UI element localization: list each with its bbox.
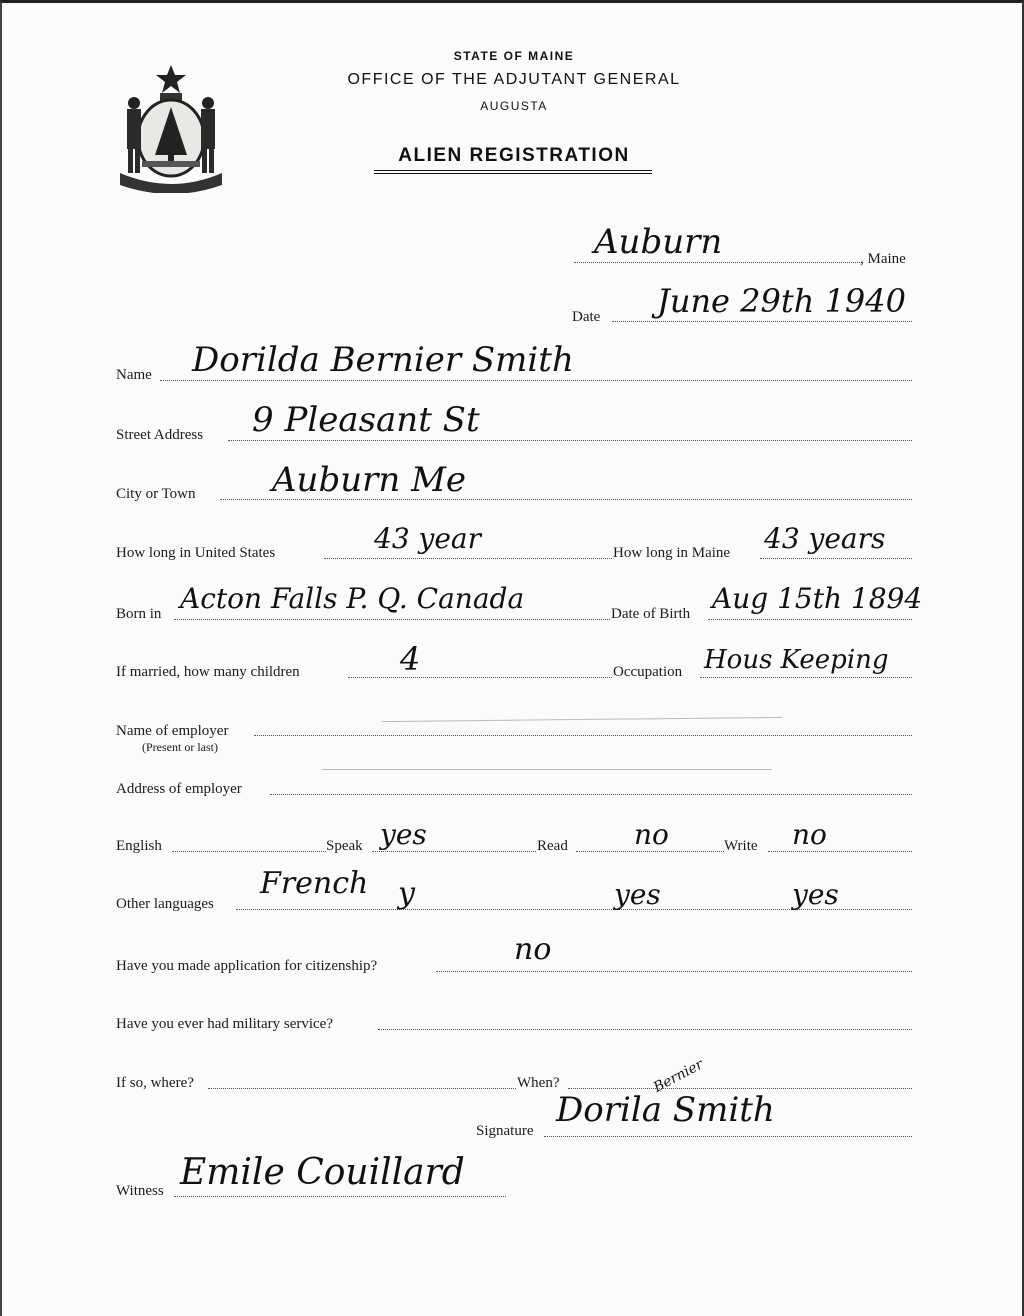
read-line (576, 851, 724, 852)
military-line (378, 1029, 912, 1030)
how-long-us-line (324, 558, 612, 559)
street-address-label: Street Address (116, 427, 204, 443)
other-speak-value[interactable]: y (398, 876, 415, 911)
maine-suffix-label: , Maine (860, 251, 906, 267)
occupation-line (700, 677, 912, 678)
other-languages-label: Other languages (116, 896, 214, 912)
employer-name-stroke (382, 717, 782, 722)
how-long-maine-value[interactable]: 43 years (764, 522, 886, 555)
speak-line (372, 851, 536, 852)
children-value[interactable]: 4 (400, 640, 421, 678)
how-long-maine-label: How long in Maine (613, 545, 731, 561)
citizenship-value[interactable]: no (514, 932, 552, 967)
employer-name-line (254, 735, 912, 736)
employer-address-line (270, 794, 912, 795)
witness-label: Witness (116, 1183, 164, 1199)
street-address-line (228, 440, 912, 441)
name-value[interactable]: Dorilda Bernier Smith (192, 340, 574, 380)
english-line (172, 851, 326, 852)
date-value[interactable]: June 29th 1940 (657, 282, 906, 320)
english-speak-value[interactable]: yes (380, 818, 427, 851)
witness-value[interactable]: Emile Couillard (180, 1152, 465, 1193)
if-so-where-label: If so, where? (116, 1075, 194, 1091)
date-of-birth-label: Date of Birth (611, 606, 691, 622)
other-read-value[interactable]: yes (614, 878, 661, 911)
date-label: Date (572, 309, 601, 325)
occupation-value[interactable]: Hous Keeping (704, 645, 889, 675)
military-label: Have you ever had military service? (116, 1016, 333, 1032)
signature-value[interactable]: Dorila Smith (556, 1090, 775, 1130)
header-office: OFFICE OF THE ADJUTANT GENERAL (347, 71, 681, 88)
occupation-label: Occupation (613, 664, 683, 680)
employer-name-label: Name of employer (116, 723, 229, 739)
english-write-value[interactable]: no (792, 818, 827, 851)
header-state: STATE OF MAINE (453, 49, 575, 63)
place-line (574, 262, 860, 263)
when-line (568, 1088, 912, 1089)
signature-insert[interactable]: Bernier (650, 1056, 706, 1096)
citizenship-line (436, 971, 912, 972)
speak-label: Speak (326, 838, 363, 854)
signature-line (544, 1136, 912, 1137)
english-label: English (116, 838, 162, 854)
date-of-birth-value[interactable]: Aug 15th 1894 (712, 582, 923, 615)
how-long-us-label: How long in United States (116, 545, 276, 561)
street-address-value[interactable]: 9 Pleasant St (252, 400, 480, 440)
form-title: ALIEN REGISTRATION (398, 145, 630, 166)
witness-line (174, 1196, 506, 1197)
title-underline (374, 170, 652, 171)
how-long-us-value[interactable]: 43 year (374, 522, 481, 555)
name-label: Name (116, 367, 152, 383)
write-line (768, 851, 912, 852)
other-write-value[interactable]: yes (792, 878, 839, 911)
citizenship-label: Have you made application for citizenship? (116, 958, 378, 974)
read-label: Read (537, 838, 568, 854)
employer-name-note: (Present or last) (142, 740, 218, 754)
name-line (160, 380, 912, 381)
employer-address-stroke (322, 769, 772, 770)
date-line (612, 321, 912, 322)
place-value[interactable]: Auburn (594, 222, 723, 262)
born-in-label: Born in (116, 606, 162, 622)
if-so-where-line (208, 1088, 516, 1089)
city-value[interactable]: Auburn Me (272, 460, 467, 500)
city-label: City or Town (116, 486, 196, 502)
header-city: AUGUSTA (480, 99, 548, 113)
english-read-value[interactable]: no (634, 818, 669, 851)
other-language-value[interactable]: French (260, 866, 369, 901)
born-in-line (174, 619, 610, 620)
employer-address-label: Address of employer (116, 781, 242, 797)
write-label: Write (724, 838, 758, 854)
date-of-birth-line (708, 619, 912, 620)
children-label: If married, how many children (116, 664, 300, 680)
signature-label: Signature (476, 1123, 534, 1139)
title-underline-2 (374, 173, 652, 174)
born-in-value[interactable]: Acton Falls P. Q. Canada (180, 582, 525, 615)
when-label: When? (517, 1075, 560, 1091)
children-line (348, 677, 612, 678)
how-long-maine-line (760, 558, 912, 559)
